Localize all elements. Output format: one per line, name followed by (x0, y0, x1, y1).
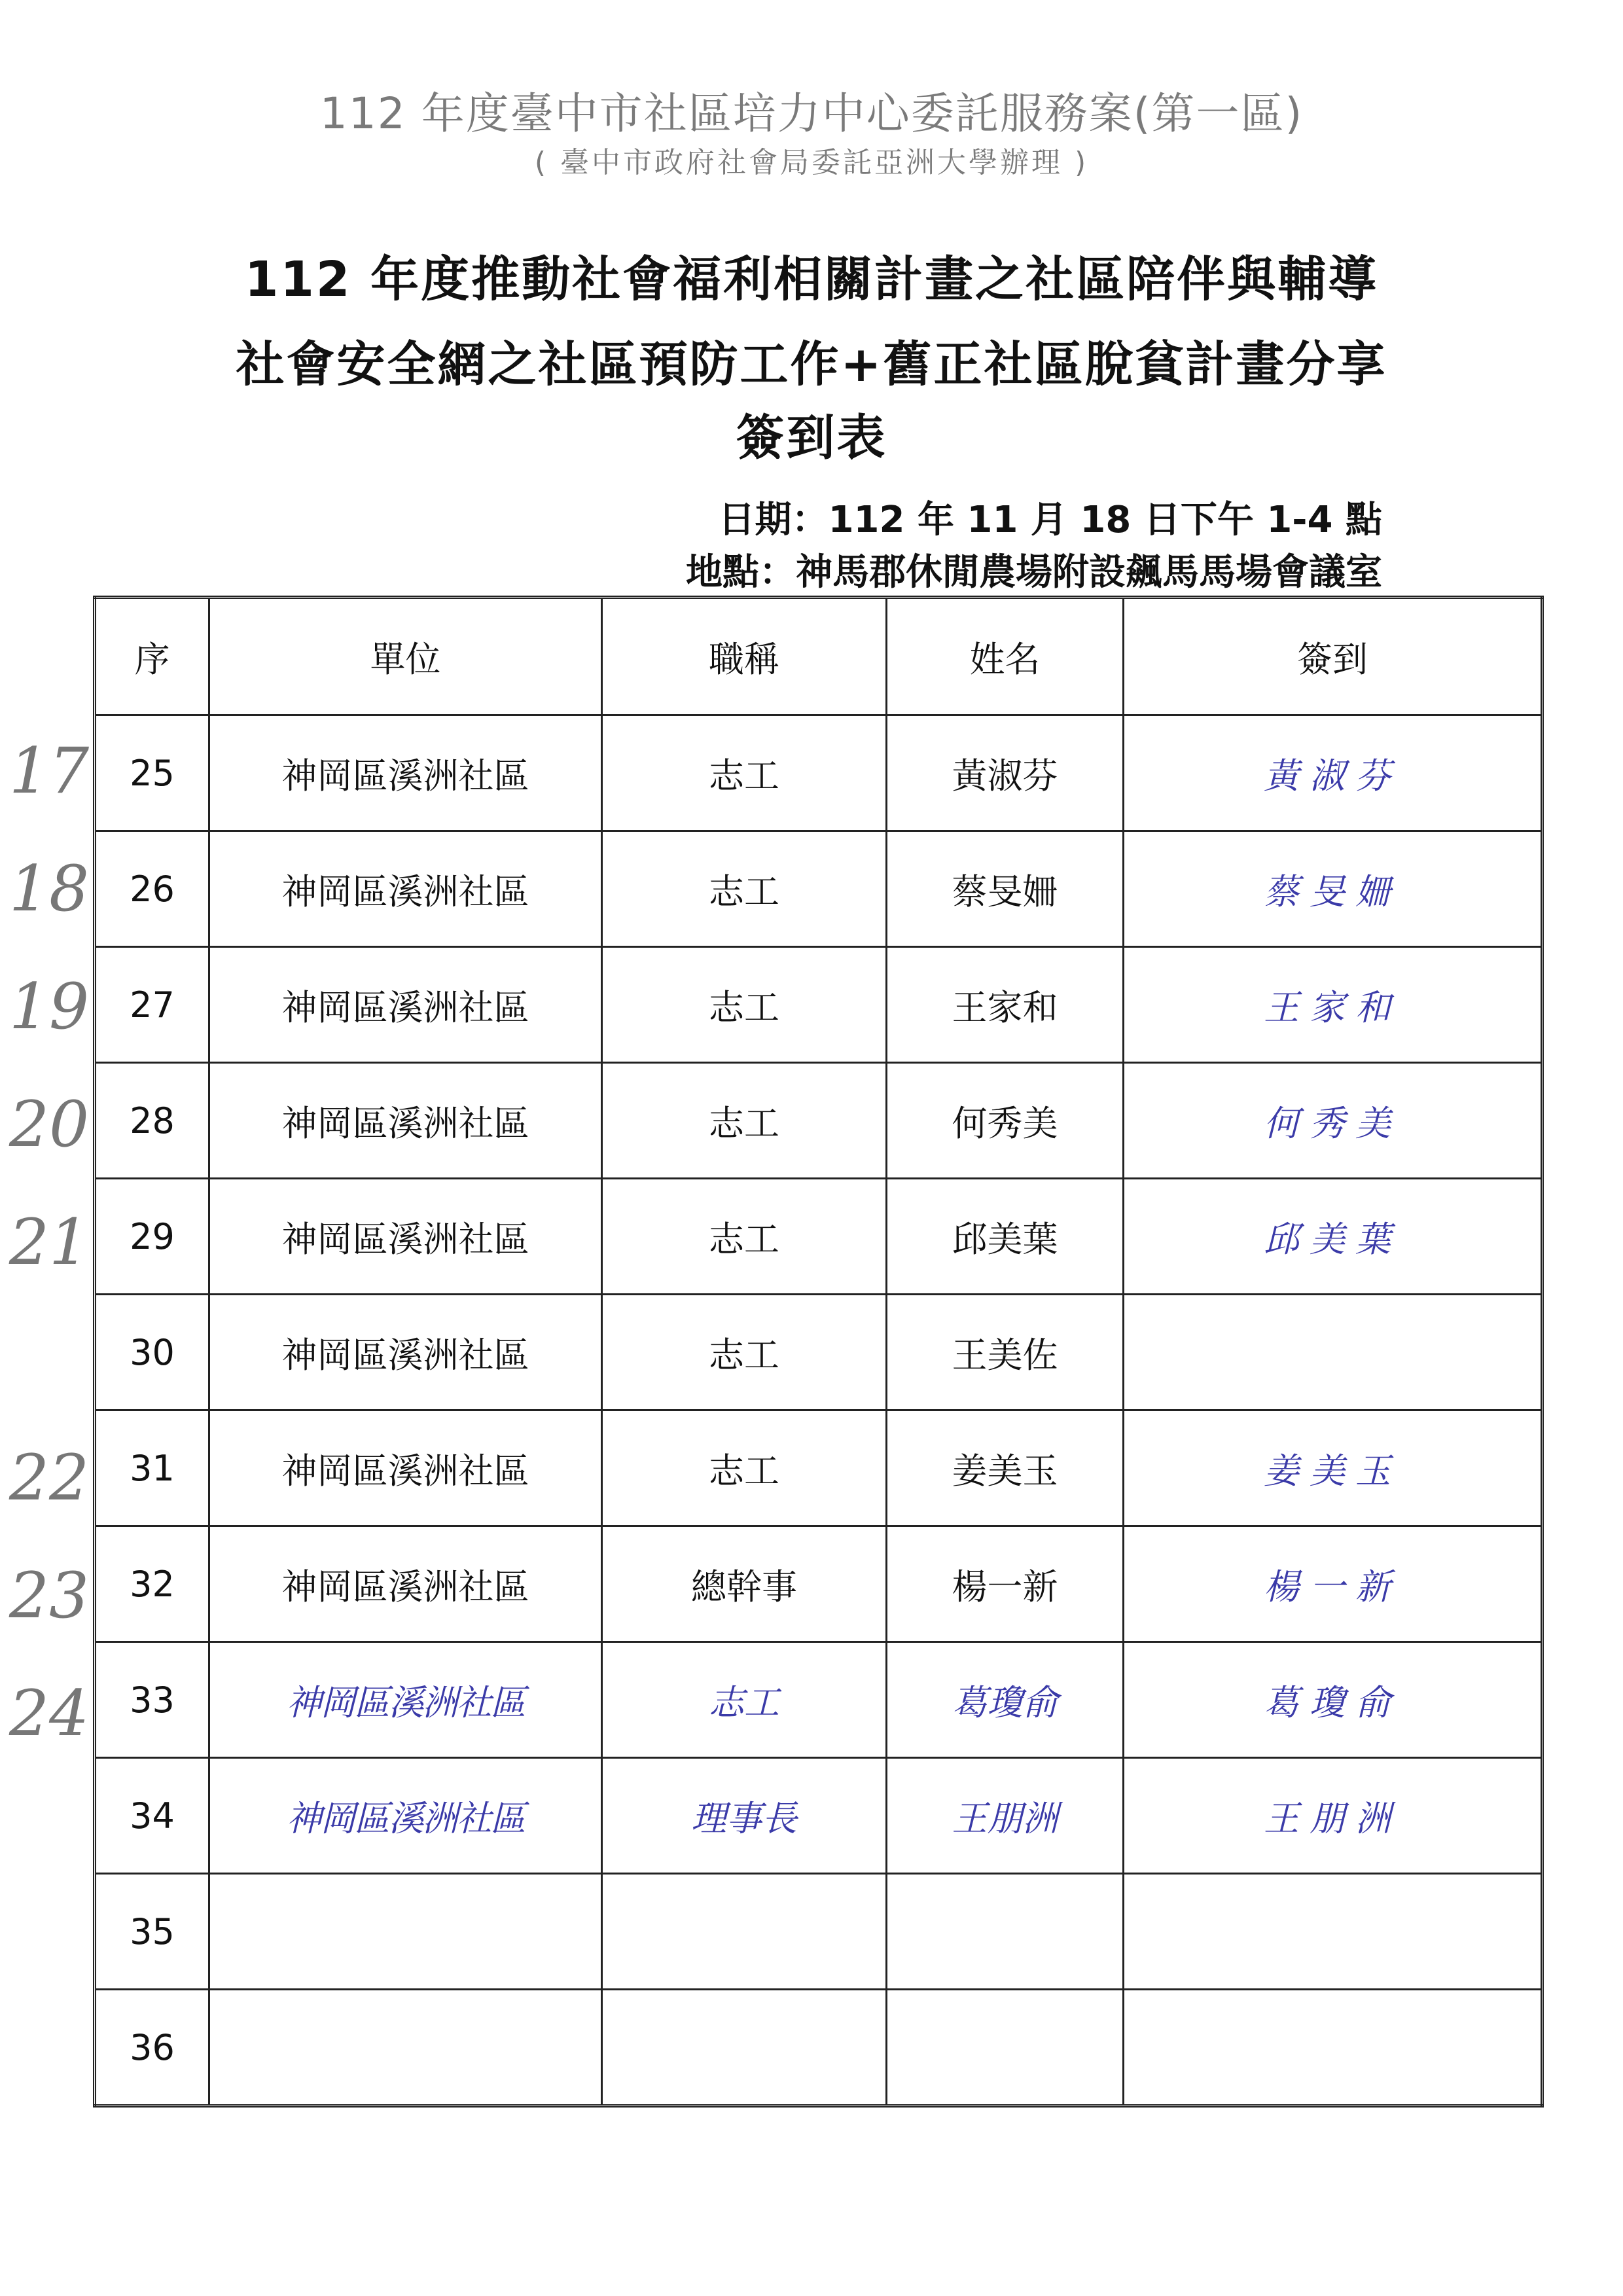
name-cell: 邱美葉 (887, 1179, 1124, 1295)
event-title-line-2: 社會安全網之社區預防工作+舊正社區脫貧計畫分享 (236, 336, 1387, 393)
title-cell: 理事長 (602, 1758, 887, 1874)
signature-cell: 姜美玉 (1124, 1410, 1543, 1526)
seq-cell: 25 (95, 715, 209, 831)
unit-cell: 神岡區溪洲社區 (209, 1642, 602, 1758)
seq-cell: 30 (95, 1295, 209, 1410)
event-location: 地點：神馬郡休閒農場附設飆馬馬場會議室 (686, 551, 1382, 594)
name-cell: 蔡旻姍 (887, 831, 1124, 947)
seq-cell: 31 (95, 1410, 209, 1526)
table-row (95, 831, 1543, 947)
name-cell (887, 1874, 1124, 1990)
title-cell: 志工 (602, 1642, 887, 1758)
signature-cell: 蔡旻姍 (1124, 831, 1543, 947)
table-row (95, 1990, 1543, 2106)
seq-cell: 33 (95, 1642, 209, 1758)
name-cell: 王美佐 (887, 1295, 1124, 1410)
name-cell: 楊一新 (887, 1526, 1124, 1642)
signature-cell (1124, 1990, 1543, 2106)
organizer-subtitle: ( 臺中市政府社會局委託亞洲大學辦理 ) (534, 146, 1089, 179)
name-cell: 黃淑芬 (887, 715, 1124, 831)
unit-cell: 神岡區溪洲社區 (209, 1295, 602, 1410)
margin-count-number: 21 (9, 1206, 90, 1279)
name-cell: 王朋洲 (887, 1758, 1124, 1874)
header-unit: 單位 (209, 598, 602, 715)
table-row (95, 1526, 1543, 1642)
unit-cell: 神岡區溪洲社區 (209, 831, 602, 947)
seq-cell: 32 (95, 1526, 209, 1642)
table-header-row (95, 598, 1543, 715)
unit-cell: 神岡區溪洲社區 (209, 1410, 602, 1526)
title-cell: 總幹事 (602, 1526, 887, 1642)
table-row (95, 1179, 1543, 1295)
table-body (95, 715, 1543, 2106)
title-cell (602, 1990, 887, 2106)
unit-cell: 神岡區溪洲社區 (209, 947, 602, 1063)
name-cell: 何秀美 (887, 1063, 1124, 1179)
signature-cell: 何秀美 (1124, 1063, 1543, 1179)
seq-cell: 34 (95, 1758, 209, 1874)
sign-in-sheet-title: 簽到表 (736, 410, 887, 466)
title-cell: 志工 (602, 1179, 887, 1295)
seq-cell: 28 (95, 1063, 209, 1179)
margin-count-number: 17 (9, 734, 90, 808)
event-title-line-1: 112 年度推動社會福利相關計畫之社區陪伴與輔導 (244, 251, 1379, 308)
unit-cell: 神岡區溪洲社區 (209, 1758, 602, 1874)
name-cell: 葛瓊俞 (887, 1642, 1124, 1758)
table-row (95, 947, 1543, 1063)
table-row (95, 1295, 1543, 1410)
signature-cell: 王家和 (1124, 947, 1543, 1063)
name-cell: 姜美玉 (887, 1410, 1124, 1526)
signature-cell: 王朋洲 (1124, 1758, 1543, 1874)
header-name: 姓名 (887, 598, 1124, 715)
table-row (95, 1758, 1543, 1874)
unit-cell: 神岡區溪洲社區 (209, 1179, 602, 1295)
signature-cell (1124, 1874, 1543, 1990)
seq-cell: 27 (95, 947, 209, 1063)
margin-count-number: 23 (9, 1559, 90, 1632)
unit-cell: 神岡區溪洲社區 (209, 715, 602, 831)
table-row (95, 1063, 1543, 1179)
title-cell: 志工 (602, 947, 887, 1063)
unit-cell (209, 1874, 602, 1990)
seq-cell: 29 (95, 1179, 209, 1295)
signature-cell (1124, 1295, 1543, 1410)
title-cell: 志工 (602, 1295, 887, 1410)
margin-count-number: 18 (9, 852, 90, 925)
table-row (95, 715, 1543, 831)
title-cell: 志工 (602, 1410, 887, 1526)
title-cell: 志工 (602, 1063, 887, 1179)
name-cell (887, 1990, 1124, 2106)
header-title: 職稱 (602, 598, 887, 715)
seq-cell: 26 (95, 831, 209, 947)
header-sign: 簽到 (1124, 598, 1543, 715)
signature-cell: 楊一新 (1124, 1526, 1543, 1642)
unit-cell: 神岡區溪洲社區 (209, 1063, 602, 1179)
signature-cell: 葛瓊俞 (1124, 1642, 1543, 1758)
name-cell: 王家和 (887, 947, 1124, 1063)
table-row (95, 1410, 1543, 1526)
title-cell: 志工 (602, 715, 887, 831)
unit-cell: 神岡區溪洲社區 (209, 1526, 602, 1642)
margin-count-number: 24 (9, 1677, 90, 1750)
event-date: 日期：112 年 11 月 18 日下午 1-4 點 (718, 499, 1382, 541)
signature-cell: 黃淑芬 (1124, 715, 1543, 831)
table-row (95, 1874, 1543, 1990)
title-cell (602, 1874, 887, 1990)
signature-cell: 邱美葉 (1124, 1179, 1543, 1295)
seq-cell: 36 (95, 1990, 209, 2106)
margin-count-number: 19 (9, 970, 90, 1043)
margin-count-number: 22 (9, 1441, 90, 1515)
organizer-title: 112 年度臺中市社區培力中心委託服務案(第一區) (319, 88, 1304, 139)
title-cell: 志工 (602, 831, 887, 947)
unit-cell (209, 1990, 602, 2106)
sign-in-table (93, 596, 1544, 2108)
margin-count-number: 20 (9, 1088, 90, 1161)
seq-cell: 35 (95, 1874, 209, 1990)
header-seq: 序 (95, 598, 209, 715)
table-row (95, 1642, 1543, 1758)
